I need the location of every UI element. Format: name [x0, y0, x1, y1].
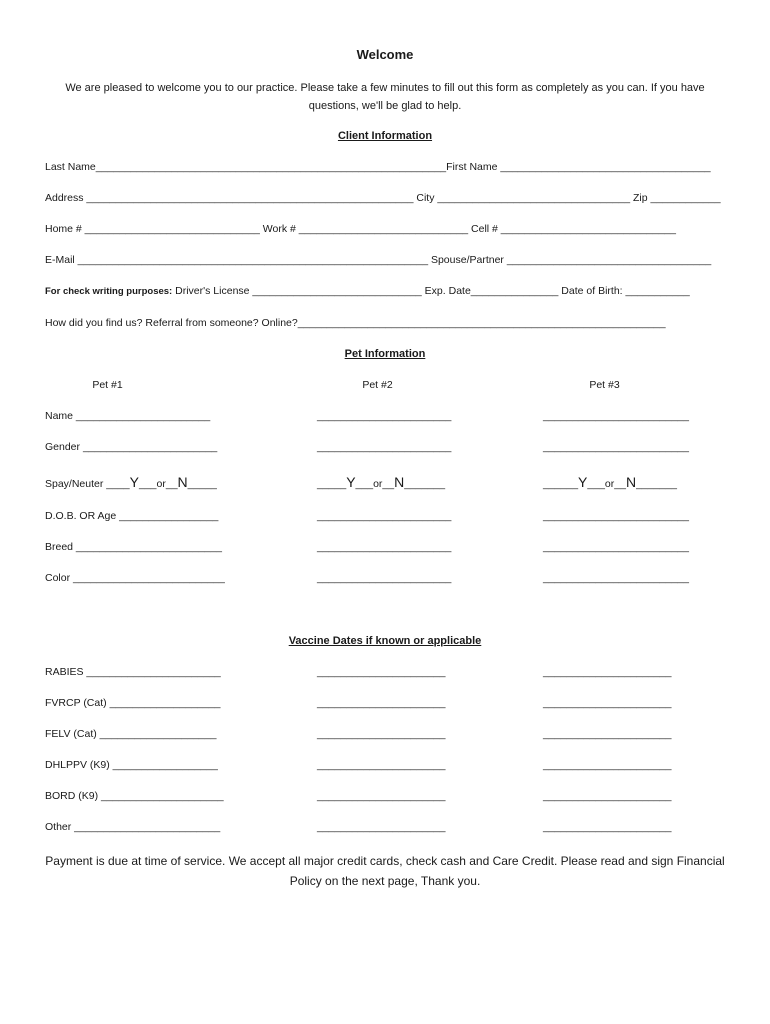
pet1-yes-option[interactable]: Y: [129, 474, 139, 490]
pet3-name-field[interactable]: _________________________: [543, 410, 689, 422]
phone-numbers-field[interactable]: Home # ______________________________ Work # _____________________________ Cell # ______________________________: [45, 223, 676, 235]
pet2-spay-neuter-field[interactable]: [317, 474, 445, 490]
pet2-breed-field[interactable]: _______________________: [317, 541, 452, 553]
pet1-spay-neuter-field[interactable]: [45, 474, 217, 490]
license-dob-blanks: Driver's License _____________________________ Exp. Date_______________ Date of Birth: ___________: [172, 285, 690, 297]
payment-notice: Payment is due at time of service. We accept all major credit cards, check cash and Care Credit. Please read and sign Financial Policy on the next page, Thank you.: [45, 854, 725, 888]
pet1-breed-field[interactable]: Breed _________________________: [45, 541, 222, 553]
pet2-name-field[interactable]: _______________________: [317, 410, 452, 422]
other-pet2-field[interactable]: ______________________: [317, 821, 446, 833]
or-separator: ___or__: [355, 478, 395, 490]
check-writing-field[interactable]: [45, 285, 690, 297]
pet3-breed-field[interactable]: _________________________: [543, 541, 689, 553]
pet1-color-field[interactable]: Color __________________________: [45, 572, 225, 584]
pet3-dob-field[interactable]: _________________________: [543, 510, 689, 522]
referral-field[interactable]: How did you find us? Referral from someone? Online?_______________________________________________________________: [45, 317, 666, 329]
pet1-header: Pet #1: [92, 379, 123, 391]
bord-pet3-field[interactable]: ______________________: [543, 790, 672, 802]
pet2-header: Pet #2: [362, 379, 393, 391]
dhlppv-pet2-field[interactable]: ______________________: [317, 759, 446, 771]
blank-line: _______: [636, 478, 677, 490]
pet1-dob-field[interactable]: D.O.B. OR Age _________________: [45, 510, 219, 522]
blank-line: ______: [543, 478, 579, 490]
page-title: Welcome: [356, 47, 414, 62]
fvrcp-field[interactable]: FVRCP (Cat) ___________________: [45, 697, 221, 709]
blank-line: _____: [187, 478, 217, 490]
blank-line: _______: [404, 478, 446, 490]
felv-field[interactable]: FELV (Cat) ____________________: [45, 728, 217, 740]
pet1-name-field[interactable]: Name _______________________: [45, 410, 211, 422]
dhlppv-field[interactable]: DHLPPV (K9) __________________: [45, 759, 218, 771]
pet3-color-field[interactable]: _________________________: [543, 572, 689, 584]
rabies-field[interactable]: RABIES _______________________: [45, 666, 221, 678]
intro-text: We are pleased to welcome you to our practice. Please take a few minutes to fill out this form as completely as you can. If you have questions, we'll be glad to help.: [65, 82, 705, 112]
blank-line: _____: [317, 478, 347, 490]
pet2-color-field[interactable]: _______________________: [317, 572, 452, 584]
rabies-pet3-field[interactable]: ______________________: [543, 666, 672, 678]
vaccine-heading: Vaccine Dates if known or applicable: [288, 635, 482, 647]
pet3-header: Pet #3: [589, 379, 620, 391]
last-first-name-field[interactable]: Last Name____________________________________________________________First Name ____________________________________: [45, 161, 711, 173]
fvrcp-pet3-field[interactable]: ______________________: [543, 697, 672, 709]
client-info-heading: Client Information: [337, 130, 433, 142]
pet3-no-option[interactable]: N: [625, 474, 637, 490]
spay-neuter-label: Spay/Neuter ____: [45, 478, 130, 490]
pet2-gender-field[interactable]: _______________________: [317, 441, 452, 453]
pet1-no-option[interactable]: N: [177, 474, 188, 490]
fvrcp-pet2-field[interactable]: ______________________: [317, 697, 446, 709]
dhlppv-pet3-field[interactable]: ______________________: [543, 759, 672, 771]
pet2-yes-option[interactable]: Y: [346, 474, 356, 490]
pet2-no-option[interactable]: N: [394, 474, 405, 490]
rabies-pet2-field[interactable]: ______________________: [317, 666, 446, 678]
pet3-spay-neuter-field[interactable]: [543, 474, 677, 490]
pet-info-heading: Pet Information: [344, 348, 426, 360]
check-writing-label: For check writing purposes:: [45, 286, 173, 297]
felv-pet3-field[interactable]: ______________________: [543, 728, 672, 740]
or-separator: ___or__: [587, 478, 626, 490]
bord-field[interactable]: BORD (K9) _____________________: [45, 790, 224, 802]
bord-pet2-field[interactable]: ______________________: [317, 790, 446, 802]
other-pet3-field[interactable]: ______________________: [543, 821, 672, 833]
email-spouse-field[interactable]: E-Mail ____________________________________________________________ Spouse/Partner ___________________________________: [45, 254, 712, 266]
pet2-dob-field[interactable]: _______________________: [317, 510, 452, 522]
or-separator: ___or__: [139, 478, 178, 490]
pet3-yes-option[interactable]: Y: [578, 474, 588, 490]
address-city-zip-field[interactable]: Address ________________________________________________________ City _________________________________ Zip ____________: [45, 192, 721, 204]
felv-pet2-field[interactable]: ______________________: [317, 728, 446, 740]
pet3-gender-field[interactable]: _________________________: [543, 441, 689, 453]
pet1-gender-field[interactable]: Gender _______________________: [45, 441, 218, 453]
other-vaccine-field[interactable]: Other _________________________: [45, 821, 221, 833]
